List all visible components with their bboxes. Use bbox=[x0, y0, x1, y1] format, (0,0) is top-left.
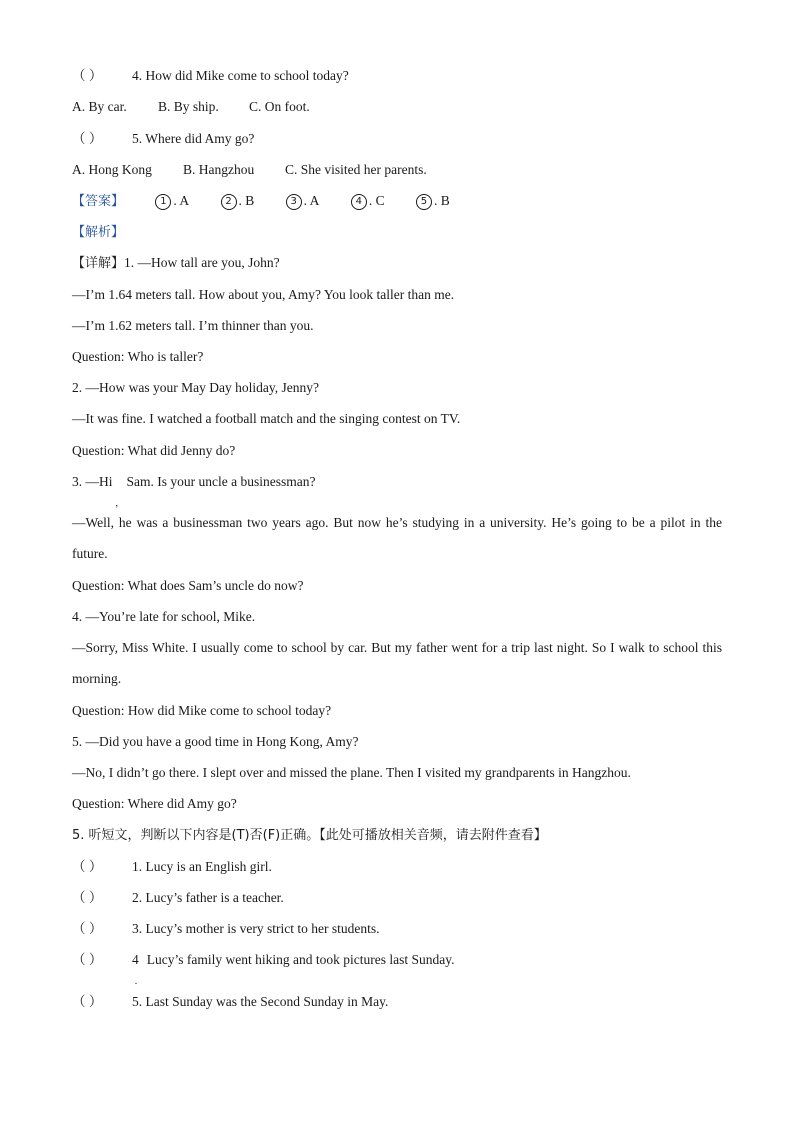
option-a: A. Hong Kong bbox=[72, 162, 152, 177]
dialogue-line: 5. —Did you have a good time in Hong Kong, Amy? bbox=[72, 734, 359, 749]
question-line: Question: Where did Amy go? bbox=[72, 796, 237, 811]
detail-line-1 bbox=[72, 254, 280, 273]
tf-statement: 1. Lucy is an English girl. bbox=[132, 859, 272, 874]
question-line: Question: What does Sam’s uncle do now? bbox=[72, 578, 304, 593]
tf-statement: 2. Lucy’s father is a teacher. bbox=[132, 890, 284, 905]
question-4 bbox=[72, 67, 349, 85]
answer-item bbox=[416, 192, 450, 210]
circled-number: 4 bbox=[351, 194, 367, 210]
answer-tag: 【答案】 bbox=[72, 194, 125, 209]
option-c: C. She visited her parents. bbox=[285, 162, 427, 177]
dialogue-line: —It was fine. I watched a football match and the singing contest on TV. bbox=[72, 411, 461, 426]
question-line: Question: Who is taller? bbox=[72, 349, 204, 364]
dialogue-text: 3. —Hi bbox=[72, 474, 113, 489]
answer-blank: （ ） bbox=[72, 921, 103, 936]
tf-item bbox=[72, 889, 284, 907]
answer-blank: （ ） bbox=[72, 952, 103, 967]
dialogue-text: Sam. Is your uncle a businessman? bbox=[126, 474, 316, 489]
question-text: 5. Where did Amy go? bbox=[132, 131, 255, 146]
section-5-title: 5. 听短文，判断以下内容是(T)否(F)正确。【此处可播放相关音频，请去附件查看】 bbox=[72, 828, 547, 843]
dialogue-paragraph: —Well, he was a businessman two years ago. But now he’s studying in a university. He’s going to be a pilot in the future. bbox=[72, 515, 722, 561]
dialogue-line: 2. —How was your May Day holiday, Jenny? bbox=[72, 380, 319, 395]
question-text: 4. How did Mike come to school today? bbox=[132, 68, 349, 83]
answer-blank: （ ） bbox=[72, 994, 103, 1009]
answer-item bbox=[155, 192, 189, 210]
analysis-heading bbox=[72, 223, 124, 242]
answer-row bbox=[72, 192, 450, 211]
dialogue-line: 3. —Hi , Sam. Is your uncle a businessman? bbox=[72, 474, 316, 509]
answer-item bbox=[221, 192, 255, 210]
question-4-options bbox=[72, 98, 310, 116]
question-line: Question: What did Jenny do? bbox=[72, 443, 236, 458]
tf-item bbox=[72, 858, 272, 876]
circled-number: 3 bbox=[286, 194, 302, 210]
option-a: A. By car. bbox=[72, 99, 127, 114]
answer-blank: （ ） bbox=[72, 859, 103, 874]
answer-blank: （ ） bbox=[72, 68, 103, 83]
dialogue-line: —I’m 1.64 meters tall. How about you, Amy? You look taller than me. bbox=[72, 287, 455, 302]
tf-statement: 3. Lucy’s mother is very strict to her students. bbox=[132, 921, 380, 936]
answer-item bbox=[286, 192, 320, 210]
question-line: Question: How did Mike come to school today? bbox=[72, 703, 332, 718]
circled-number: 1 bbox=[155, 194, 171, 210]
tf-item: （ ） 4 . Lucy’s family went hiking and took pictures last Sunday. bbox=[72, 952, 455, 987]
answer-item bbox=[351, 192, 385, 210]
dialogue-paragraph: —Sorry, Miss White. I usually come to school by car. But my father went for a trip last night. So I walk to school this morning. bbox=[72, 640, 722, 686]
detail-tag: 【详解】 bbox=[72, 256, 125, 271]
answer-value: . A bbox=[303, 193, 320, 208]
answer-value: . B bbox=[433, 193, 450, 208]
tf-statement: Lucy’s family went hiking and took pictures last Sunday. bbox=[146, 952, 455, 967]
dialogue-line: —No, I didn’t go there. I slept over and missed the plane. Then I visited my grandparents in Hangzhou. bbox=[72, 765, 631, 780]
answer-blank: （ ） bbox=[72, 131, 103, 146]
answer-value: . A bbox=[173, 193, 190, 208]
option-b: B. By ship. bbox=[158, 99, 219, 114]
option-c: C. On foot. bbox=[249, 99, 310, 114]
circled-number: 5 bbox=[416, 194, 432, 210]
tf-item bbox=[72, 920, 379, 938]
question-5 bbox=[72, 130, 254, 148]
answer-blank: （ ） bbox=[72, 890, 103, 905]
tf-item bbox=[72, 993, 388, 1011]
tf-number: 4 bbox=[132, 952, 139, 967]
circled-number: 2 bbox=[221, 194, 237, 210]
analysis-tag: 【解析】 bbox=[72, 225, 125, 240]
dialogue-line: 4. —You’re late for school, Mike. bbox=[72, 609, 256, 624]
option-b: B. Hangzhou bbox=[183, 162, 255, 177]
question-5-options bbox=[72, 161, 427, 179]
dialogue-text: 1. —How tall are you, John? bbox=[124, 255, 280, 270]
tf-statement: 5. Last Sunday was the Second Sunday in May. bbox=[132, 994, 389, 1009]
answer-value: . B bbox=[238, 193, 255, 208]
dialogue-line: —I’m 1.62 meters tall. I’m thinner than you. bbox=[72, 318, 314, 333]
answer-value: . C bbox=[368, 193, 385, 208]
